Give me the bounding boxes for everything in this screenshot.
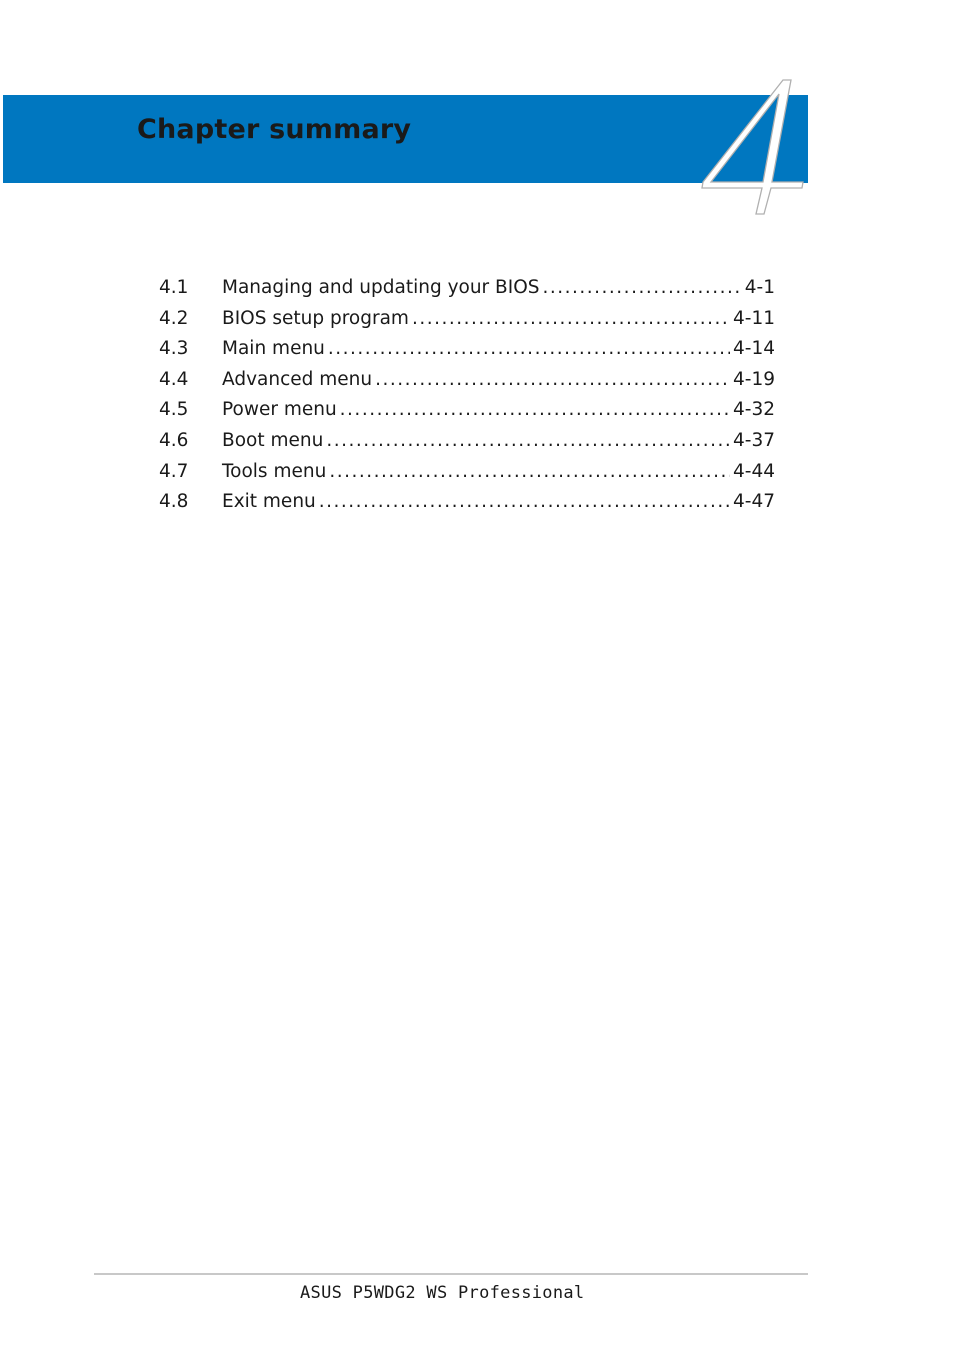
toc-entry[interactable]: [159, 395, 775, 426]
toc-page-number: 4-14: [733, 338, 775, 360]
toc-dot-leader: [328, 334, 730, 364]
toc-entry[interactable]: [159, 487, 775, 518]
toc-dot-leader: [326, 426, 730, 456]
toc-section-title: Tools menu: [222, 460, 327, 482]
toc-section-number: 4.7: [159, 460, 189, 482]
toc-section-title: Boot menu: [222, 429, 324, 451]
toc-entry[interactable]: [159, 426, 775, 457]
toc-page-number: 4-44: [733, 460, 775, 482]
chapter-number-glyph: [687, 62, 832, 222]
toc-section-number: 4.3: [159, 338, 189, 360]
table-of-contents: [159, 273, 775, 518]
toc-entry[interactable]: [159, 457, 775, 488]
toc-section-number: 4.6: [159, 429, 189, 451]
toc-dot-leader: [329, 457, 730, 487]
toc-section-number: 4.1: [159, 277, 189, 298]
toc-entry[interactable]: [159, 304, 775, 335]
toc-section-number: 4.5: [159, 399, 189, 421]
toc-dot-leader: [543, 273, 742, 303]
toc-page-number: 4-11: [733, 307, 775, 329]
toc-dot-leader: [319, 487, 730, 517]
toc-section-number: 4.8: [159, 491, 189, 513]
toc-dot-leader: [412, 304, 730, 334]
toc-section-number: 4.2: [159, 307, 189, 329]
toc-entry[interactable]: [159, 334, 775, 365]
toc-dot-leader: [340, 395, 730, 425]
toc-section-number: 4.4: [159, 368, 189, 390]
toc-dot-leader: [375, 365, 730, 395]
toc-section-title: Advanced menu: [222, 368, 373, 390]
footer-product-name: ASUS P5WDG2 WS Professional: [300, 1283, 585, 1303]
toc-section-title: Managing and updating your BIOS: [222, 277, 540, 298]
toc-page-number: 4-32: [733, 399, 775, 421]
chapter-title: Chapter summary: [137, 114, 412, 145]
toc-page-number: 4-37: [733, 429, 775, 451]
toc-page-number: 4-1: [744, 277, 775, 298]
toc-section-title: Power menu: [222, 399, 337, 421]
toc-page-number: 4-47: [733, 491, 775, 513]
toc-entry[interactable]: [159, 365, 775, 396]
footer-divider: [94, 1273, 808, 1275]
toc-section-title: BIOS setup program: [222, 307, 409, 329]
toc-section-title: Main menu: [222, 338, 325, 360]
toc-page-number: 4-19: [733, 368, 775, 390]
toc-section-title: Exit menu: [222, 491, 316, 513]
toc-entry[interactable]: [159, 273, 775, 304]
